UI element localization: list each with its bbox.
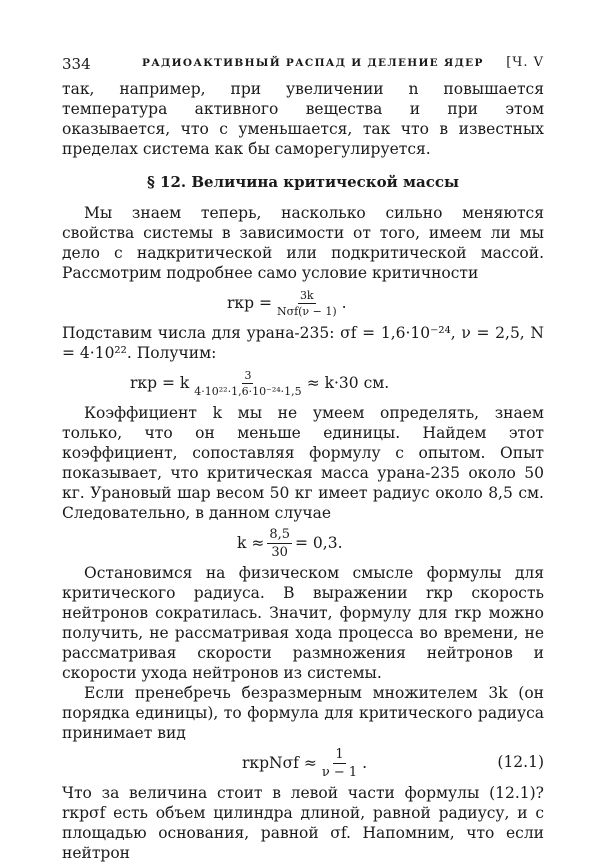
- paragraph-1: Мы знаем теперь, насколько сильно меняются свойства системы в зависимости от того, имеем ли мы дело с надкритической или подкритической массой. Рассмотрим подробнее само условие критичности: [62, 204, 544, 282]
- formula-fraction: [275, 289, 339, 318]
- formula-fraction: [192, 369, 303, 398]
- formula-tail: = 0,3.: [295, 534, 343, 552]
- paragraph-3: Коэффициент k мы не умеем определять, знаем только, что он меньше единицы. Найдем этот коэффициент, сопоставляя формулу с опытом. Опыт показывает, что критическая масса урана-235 около 50 кг. Урановый шар весом 50 кг имеет радиус около 8,5 см. Следовательно, в данном случае: [62, 404, 544, 522]
- formula-lhs: rкр = k: [130, 374, 190, 392]
- fraction-denominator: 30: [271, 544, 288, 560]
- paragraph-6: Что за величина стоит в левой части формулы (12.1)? rкрσf есть объем цилиндра длиной, равной радиусу, и с площадью основания, равной σf. Напомним, что если нейтрон: [62, 784, 544, 862]
- fraction-numerator: 3k: [299, 288, 314, 302]
- formula-k-value: [62, 523, 544, 563]
- chapter-marker: [Ч. V: [506, 55, 544, 70]
- formula-tail: .: [362, 754, 368, 772]
- formula-substitution: [62, 363, 544, 403]
- section-heading: § 12. Величина критической массы: [146, 173, 460, 191]
- fraction-denominator: Nσf(ν − 1): [276, 304, 337, 318]
- paragraph-5: Если пренебречь безразмерным множителем 3k (он порядка единицы), то формула для критического радиуса принимает вид: [62, 684, 544, 742]
- fraction-numerator: 1: [335, 746, 344, 762]
- page-number: 334: [62, 55, 91, 73]
- formula-fraction: [267, 527, 292, 560]
- formula-tail: ≈ k·30 см.: [306, 374, 390, 392]
- formula-12-1: [62, 743, 544, 783]
- formula-critical-radius: [62, 283, 544, 323]
- fraction-denominator: ν − 1: [321, 764, 358, 780]
- fraction-numerator: 8,5: [269, 526, 290, 542]
- formula-lhs: k ≈: [237, 534, 265, 552]
- running-title: РАДИОАКТИВНЫЙ РАСПАД И ДЕЛЕНИЕ ЯДЕР: [142, 57, 484, 69]
- formula-fraction: [320, 747, 359, 780]
- fraction-numerator: 3: [244, 368, 252, 382]
- equation-number: (12.1): [497, 753, 544, 771]
- formula-lhs: rкр =: [227, 294, 272, 312]
- paragraph-0: так, например, при увеличении n повышается температура активного вещества и при этом оказывается, что c уменьшается, так что в известных пределах система как бы саморегулируется.: [62, 80, 544, 158]
- formula-lhs: rкрNσf ≈: [242, 754, 317, 772]
- fraction-denominator: 4·10²²·1,6·10⁻²⁴·1,5: [194, 384, 302, 398]
- paragraph-2: Подставим числа для урана-235: σf = 1,6·10⁻²⁴, ν = 2,5, N = 4·10²². Получим:: [62, 324, 544, 362]
- running-header: [62, 55, 544, 79]
- formula-tail: .: [341, 294, 347, 312]
- paragraph-4: Остановимся на физическом смысле формулы для критического радиуса. В выражении rкр скорость нейтронов сократилась. Значит, формулу для rкр можно получить, не рассматривая хода процесса во времени, не рассматривая скорости размножения нейтронов и скорости ухода нейтронов из системы.: [62, 564, 544, 682]
- book-page: [62, 55, 544, 863]
